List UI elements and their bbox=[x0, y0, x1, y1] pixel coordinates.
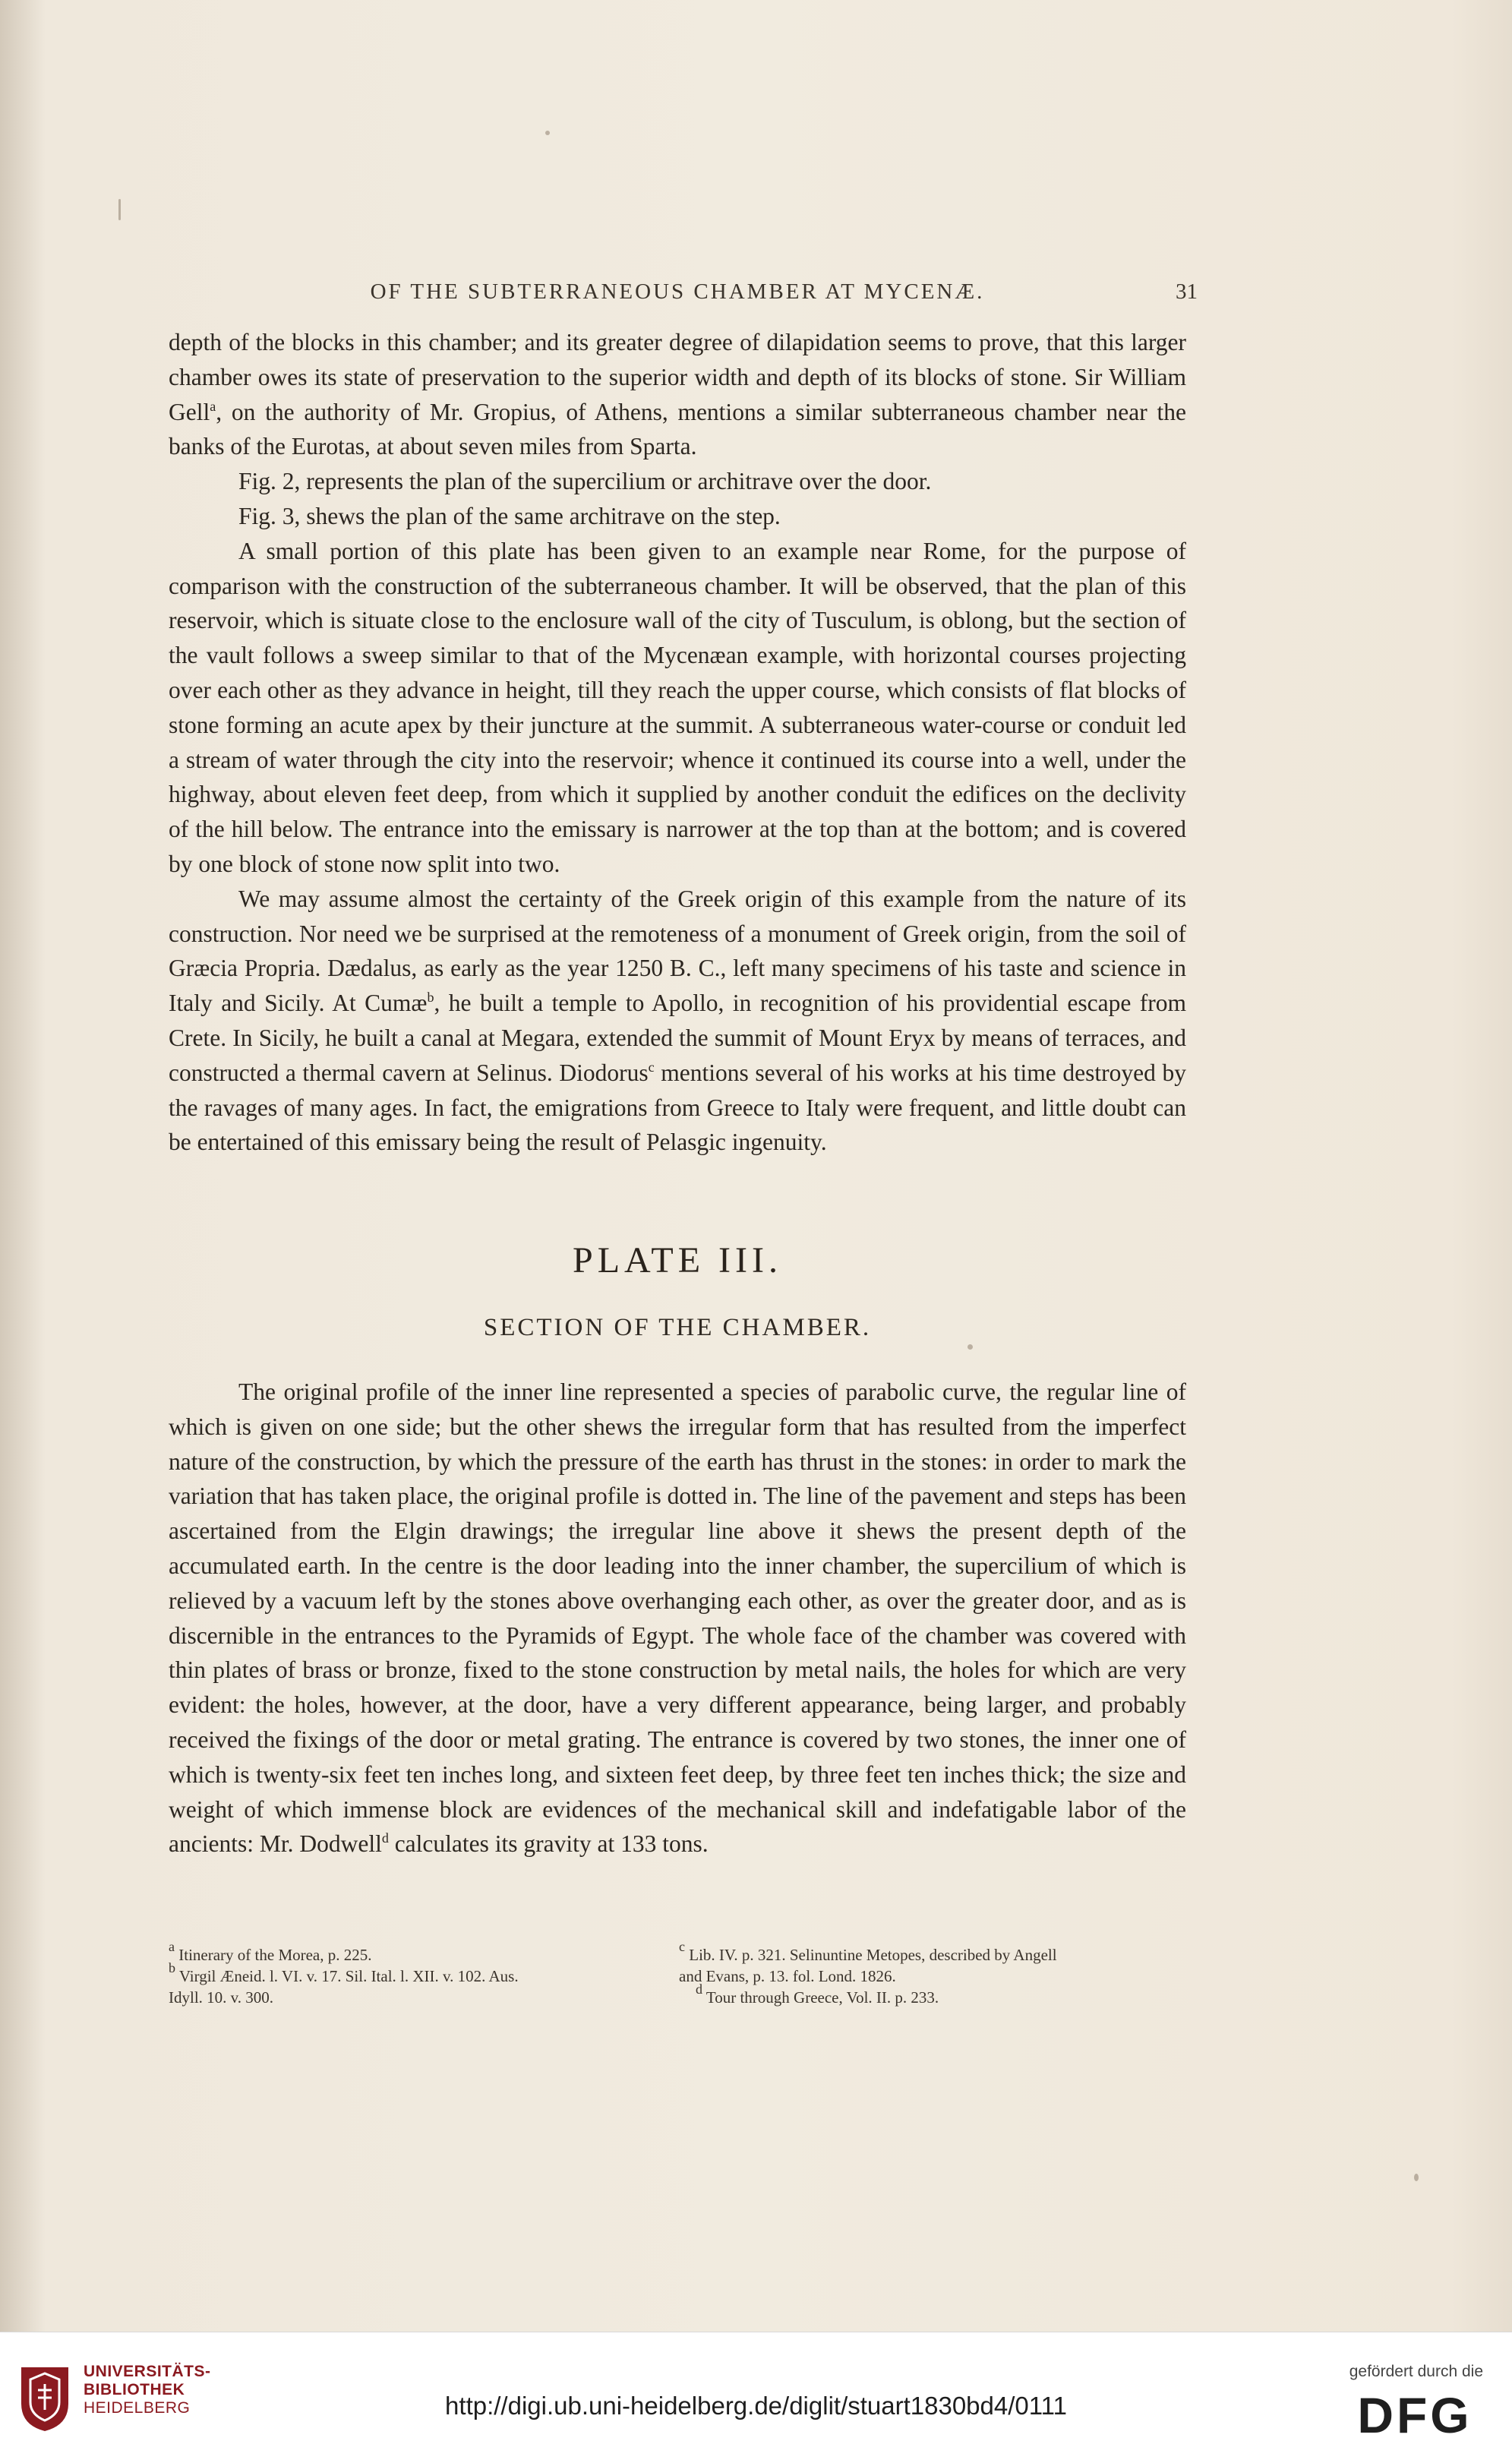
paragraph-text: mentions several of his works at his time destroyed by the ravages of many ages. In fact, the emigrations from Greece to Italy were frequent, and little doubt can be entertained of this emissary being the result of Pelasgic ingenuity. bbox=[169, 1059, 1186, 1156]
paragraph-greek-origin bbox=[169, 882, 1186, 1160]
text-block-top bbox=[169, 325, 1186, 1160]
running-head-title: OF THE SUBTERRANEOUS CHAMBER AT MYCENÆ. bbox=[370, 279, 985, 304]
funded-by-label: gefördert durch die bbox=[1349, 2363, 1483, 2380]
permalink-url[interactable]: http://digi.ub.uni-heidelberg.de/diglit/stuart1830bd4/0111 bbox=[445, 2392, 1067, 2420]
footnote-ref-d: d bbox=[381, 1830, 389, 1846]
dfg-logo-text: DFG bbox=[1357, 2389, 1473, 2440]
ink-speck bbox=[1414, 2174, 1419, 2181]
library-name-line: HEIDELBERG bbox=[84, 2399, 191, 2417]
footnote-c bbox=[679, 1939, 1195, 1966]
footnote-mark: d bbox=[696, 1981, 702, 1997]
spine-shadow bbox=[0, 0, 46, 2332]
footnote-ref-a: a bbox=[210, 398, 216, 414]
footnote-mark: b bbox=[169, 1960, 175, 1975]
ink-speck bbox=[118, 199, 121, 220]
paragraph-text: depth of the blocks in this chamber; and its greater degree of dilapidation seems to prove, that this larger chamber owes its state of preservation to the superior width and depth of its blocks of stone. Sir William Gell bbox=[169, 329, 1186, 425]
ink-speck bbox=[967, 1344, 973, 1350]
footnote-mark: c bbox=[679, 1939, 685, 1954]
paragraph-tusculum: A small portion of this plate has been given to an example near Rome, for the purpose of comparison with the construction of the subterraneous chamber. It will be observed, that the plan of this reservoir, which is situate close to the enclosure wall of the city of Tusculum, is oblong, but the section of the vault follows a sweep similar to that of the Mycenæan example, with horizontal courses projecting over each other as they advance in height, till they reach the upper course, which consists of flat blocks of stone forming an acute apex by their juncture at the summit. A subterraneous water-course or conduit led a stream of water through the city into the reservoir; whence it continued its course into a well, under the highway, about eleven feet deep, from which it supplied by another conduit the edifices on the declivity of the hill below. The entrance into the emissary is narrower at the top than at the bottom; and is covered by one block of stone now split into two. bbox=[169, 537, 1186, 877]
footnote-mark: a bbox=[169, 1939, 175, 1954]
library-name-line: UNIVERSITÄTS- bbox=[84, 2363, 211, 2380]
paragraph-text: The original profile of the inner line represented a species of parabolic curve, the regular line of which is given on one side; but the other shews the irregular form that has resulted from the imperfect nature of the construction, by which the pressure of the earth has thrust in the stones: in order to mark the variation that has taken place, the original profile is dotted in. The line of the pavement and steps has been ascertained from the Elgin drawings; the irregular line above it shews the present depth of the accumulated earth. In the centre is the door leading into the inner chamber, the supercilium of which is relieved by a vacuum left by the stones above overhanging each other, as over the greater door, and as is discernible in the entrances to the Pyramids of Egypt. The whole face of the chamber was covered with thin plates of brass or bronze, fixed to the stone construction by metal nails, the holes for which are very evident: the holes, however, at the door, have a very different appearance, being larger, and probably received the fixings of the door or metal grating. The entrance is covered by two stones, the inner one of which is twenty-six feet ten inches long, and sixteen feet deep, by three feet ten inches thick; the size and weight of which immense block are evidences of the mechanical skill and indefatigable labor of the ancients: Mr. Dodwell bbox=[169, 1378, 1186, 1858]
footnote-a bbox=[169, 1939, 670, 1966]
paragraph-text: , on the authority of Mr. Gropius, of Athens, mentions a similar subterraneous chamber near the banks of the Eurotas, at about seven miles from Sparta. bbox=[169, 398, 1186, 460]
footnote-ref-b: b bbox=[427, 990, 434, 1006]
library-name-line: BIBLIOTHEK bbox=[84, 2381, 185, 2398]
paragraph-text: We may assume almost the certainty of the Greek origin of this example from the nature of its construction. Nor need we be surprised at the remoteness of a monument of Greek origin, from the soil of Græcia Propria. Dædalus, as early as the year 1250 B. C., left many specimens of his taste and science in Italy and Sicily. At Cumæ bbox=[169, 885, 1186, 1017]
footnote-text: Itinerary of the Morea, p. 225. bbox=[175, 1946, 372, 1964]
paragraph-text: , he built a temple to Apollo, in recognition of his providential escape from Crete. In Sicily, he built a canal at Megara, extended the summit of Mount Eryx by means of terraces, and constructed a thermal cavern at Selinus. Diodorus bbox=[169, 990, 1186, 1086]
footnotes-left bbox=[169, 1939, 670, 2008]
footnote-ref-c: c bbox=[648, 1059, 655, 1075]
ink-speck bbox=[545, 131, 550, 135]
paragraph-continued bbox=[169, 325, 1186, 464]
fig-3-caption: Fig. 3, shews the plan of the same architrave on the step. bbox=[238, 502, 781, 529]
plate-subheading: SECTION OF THE CHAMBER. bbox=[483, 1314, 872, 1341]
footnote-b bbox=[169, 1960, 670, 1987]
fig-2-caption: Fig. 2, represents the plan of the supercilium or architrave over the door. bbox=[238, 468, 932, 495]
dfg-logo-icon bbox=[1346, 2389, 1483, 2440]
plate-heading: PLATE III. bbox=[573, 1240, 782, 1280]
footnote-text: Virgil Æneid. l. VI. v. 17. Sil. Ital. l. XII. v. 102. Aus. bbox=[175, 1967, 519, 1985]
running-head bbox=[169, 279, 1198, 310]
footnote-b-continued: Idyll. 10. v. 300. bbox=[169, 1988, 274, 2007]
footnote-text: Tour through Greece, Vol. II. p. 233. bbox=[702, 1988, 939, 2007]
footnote-c-continued: and Evans, p. 13. fol. Lond. 1826. bbox=[679, 1967, 896, 1985]
page-number: 31 bbox=[1176, 279, 1198, 304]
text-block-plate bbox=[169, 1375, 1186, 1861]
paragraph-text: calculates its gravity at 133 tons. bbox=[388, 1830, 709, 1858]
paragraph-profile bbox=[169, 1375, 1186, 1861]
footnote-text: Lib. IV. p. 321. Selinuntine Metopes, described by Angell bbox=[685, 1946, 1057, 1964]
footnote-d bbox=[679, 1981, 1195, 2008]
footnotes-right bbox=[679, 1939, 1195, 2008]
viewer-footer bbox=[0, 2332, 1512, 2463]
